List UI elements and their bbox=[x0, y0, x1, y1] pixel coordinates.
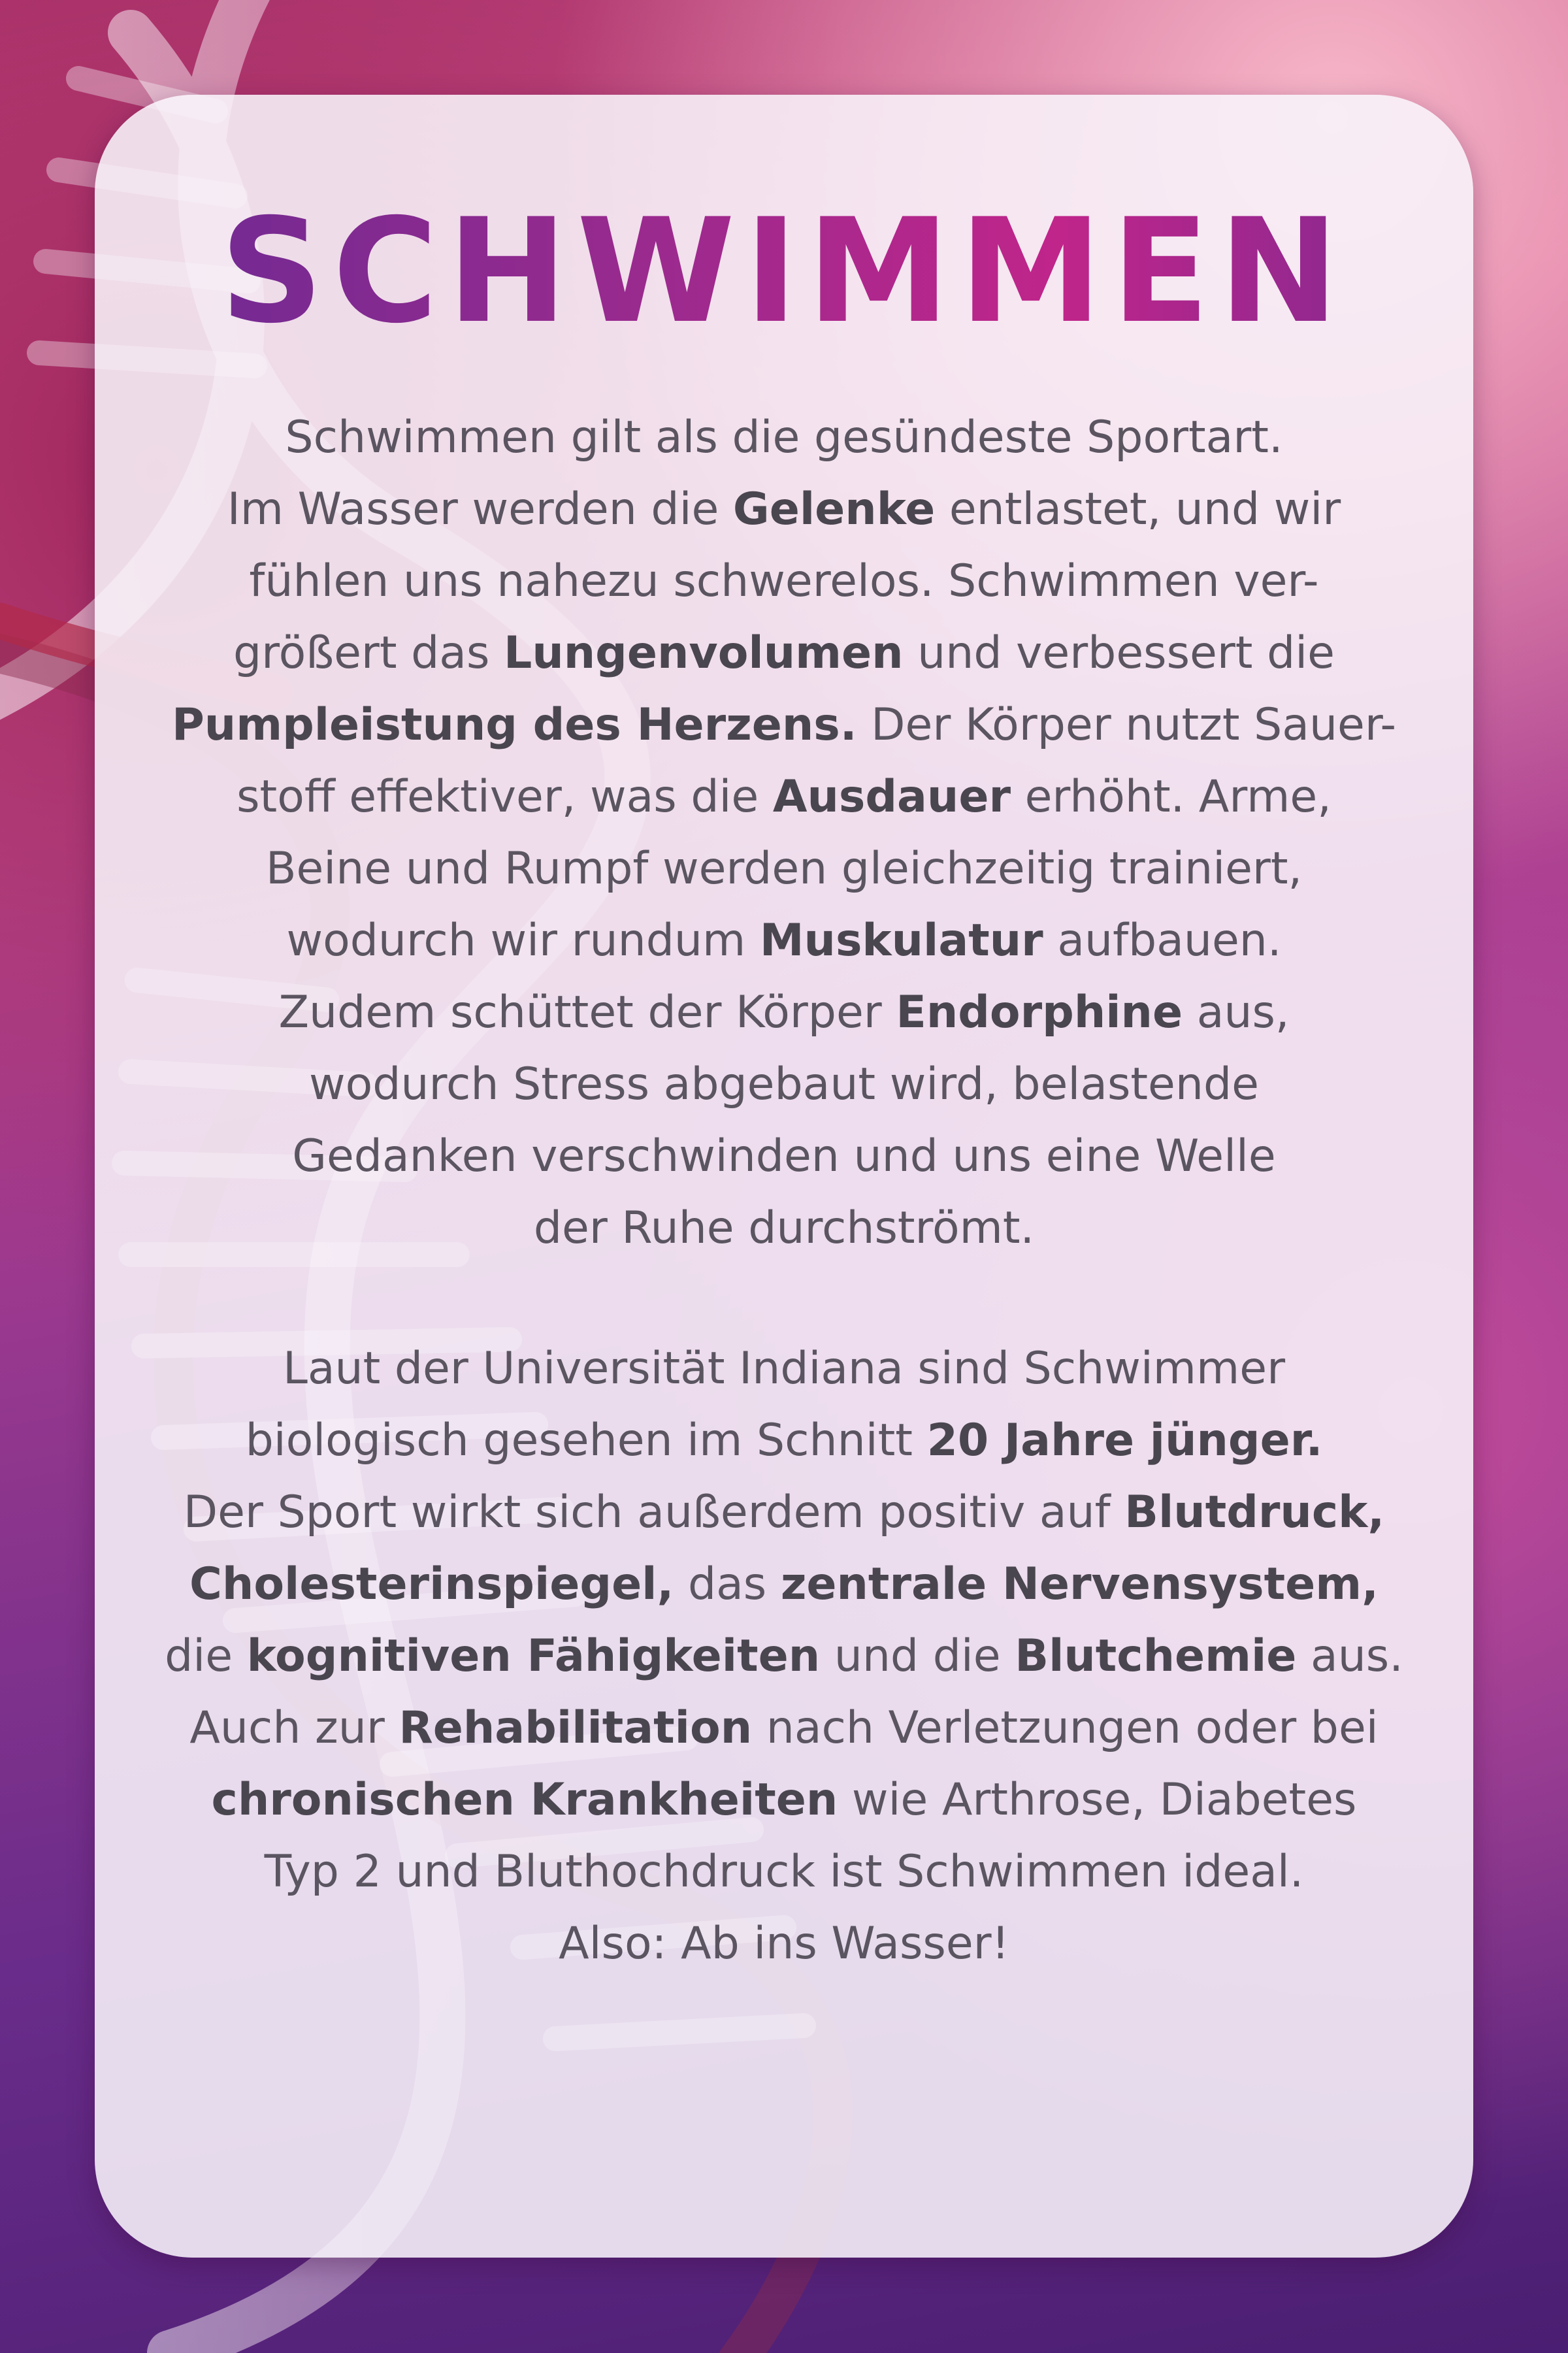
paragraph-study-results bbox=[134, 1333, 1434, 1980]
text-line bbox=[134, 1121, 1434, 1193]
text-line bbox=[134, 474, 1434, 546]
text-line bbox=[134, 402, 1434, 474]
text-line bbox=[134, 1193, 1434, 1264]
text-line bbox=[134, 1621, 1434, 1692]
text-line bbox=[134, 1477, 1434, 1549]
text-run: aufbauen. bbox=[1043, 915, 1282, 966]
text-run: Schwimmen gilt als die gesündeste Sportart. bbox=[285, 412, 1283, 463]
bold-text: Rehabilitation bbox=[399, 1702, 753, 1754]
bold-text: Blutchemie bbox=[1015, 1630, 1297, 1682]
text-run: Beine und Rumpf werden gleichzeitig trainiert, bbox=[265, 843, 1303, 895]
text-run: entlastet, und wir bbox=[935, 484, 1341, 535]
text-line bbox=[134, 689, 1434, 761]
text-run: die bbox=[165, 1630, 247, 1682]
bold-text: kognitiven Fähigkeiten bbox=[246, 1630, 821, 1682]
text-line bbox=[134, 1333, 1434, 1405]
text-line bbox=[134, 977, 1434, 1049]
text-line bbox=[134, 617, 1434, 689]
bold-text: Lungenvolumen bbox=[504, 627, 904, 679]
text-line bbox=[134, 833, 1434, 905]
text-line bbox=[134, 761, 1434, 833]
text-run: aus, bbox=[1183, 987, 1290, 1038]
text-run: Typ 2 und Bluthochdruck ist Schwimmen ideal. bbox=[264, 1846, 1304, 1898]
text-run: Der Körper nutzt Sauer- bbox=[857, 699, 1397, 751]
paragraph-health-benefits bbox=[134, 402, 1434, 1264]
bold-text: Endorphine bbox=[896, 987, 1183, 1038]
text-run: Zudem schüttet der Körper bbox=[278, 987, 896, 1038]
text-line bbox=[134, 1764, 1434, 1836]
text-run: Laut der Universität Indiana sind Schwimmer bbox=[282, 1343, 1286, 1394]
text-line bbox=[134, 1549, 1434, 1621]
text-run: Im Wasser werden die bbox=[227, 484, 733, 535]
bold-text: zentrale Nervensystem, bbox=[780, 1558, 1379, 1610]
text-run: Gedanken verschwinden und uns eine Welle bbox=[292, 1130, 1276, 1182]
text-line bbox=[134, 1405, 1434, 1477]
text-run: Also: Ab ins Wasser! bbox=[559, 1918, 1009, 1969]
text-line bbox=[134, 1692, 1434, 1764]
bold-text: chronischen Krankheiten bbox=[211, 1774, 838, 1826]
text-run: aus. bbox=[1296, 1630, 1403, 1682]
text-run: wie Arthrose, Diabetes bbox=[838, 1774, 1357, 1826]
page-title: SCHWIMMEN bbox=[95, 186, 1473, 356]
bold-text: Gelenke bbox=[732, 484, 936, 535]
bold-text: Pumpleistung des Herzens. bbox=[171, 699, 857, 751]
text-run: der Ruhe durchströmt. bbox=[533, 1202, 1035, 1254]
text-run: und verbessert die bbox=[903, 627, 1335, 679]
bold-text: Blutdruck, bbox=[1124, 1487, 1385, 1538]
text-run: stoff effektiver, was die bbox=[237, 771, 773, 823]
text-run: Der Sport wirkt sich außerdem positiv auf bbox=[183, 1487, 1125, 1538]
text-run: wodurch Stress abgebaut wird, belastende bbox=[309, 1059, 1259, 1110]
text-run: größert das bbox=[233, 627, 504, 679]
bold-text: Cholesterinspiegel, bbox=[189, 1558, 674, 1610]
text-run: erhöht. Arme, bbox=[1010, 771, 1331, 823]
text-run: das bbox=[674, 1558, 781, 1610]
text-line bbox=[134, 905, 1434, 977]
text-line bbox=[134, 1836, 1434, 1908]
text-line bbox=[134, 1049, 1434, 1121]
text-run: wodurch wir rundum bbox=[286, 915, 760, 966]
bold-text: 20 Jahre jünger. bbox=[926, 1415, 1323, 1466]
content-card bbox=[95, 95, 1473, 2258]
text-run: biologisch gesehen im Schnitt bbox=[245, 1415, 927, 1466]
text-line bbox=[134, 546, 1434, 617]
text-line bbox=[134, 1908, 1434, 1980]
text-run: Auch zur bbox=[189, 1702, 399, 1754]
bold-text: Ausdauer bbox=[772, 771, 1011, 823]
text-run: fühlen uns nahezu schwerelos. Schwimmen ver- bbox=[249, 555, 1319, 607]
text-run: und die bbox=[820, 1630, 1015, 1682]
bold-text: Muskulatur bbox=[759, 915, 1043, 966]
text-run: nach Verletzungen oder bei bbox=[752, 1702, 1379, 1754]
